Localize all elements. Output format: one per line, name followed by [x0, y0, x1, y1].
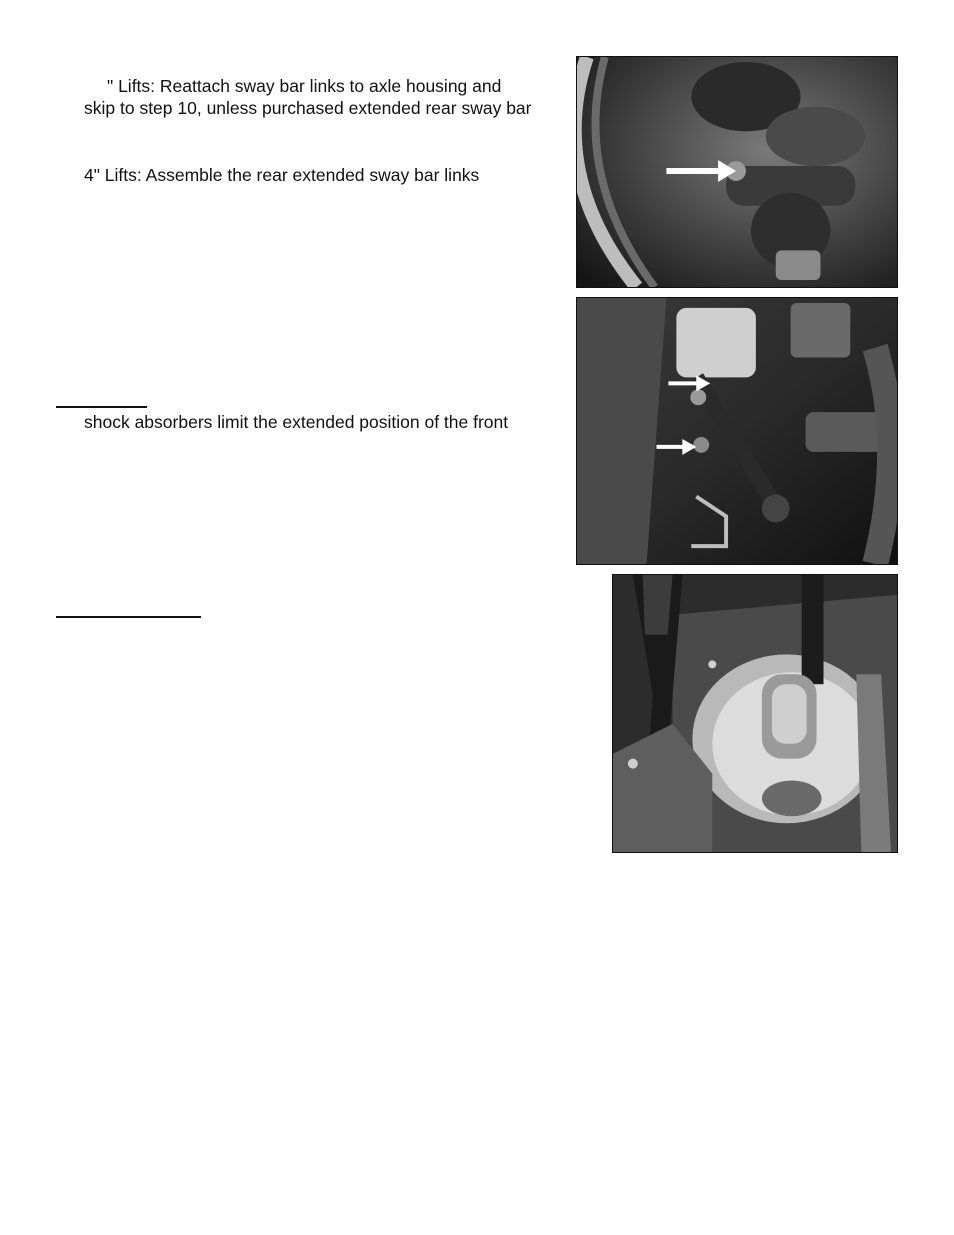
shifter-boot-photo: [612, 574, 898, 853]
shock-mount-photo: [576, 297, 898, 565]
sway-bar-link-photo: [576, 56, 898, 288]
instruction-line-1: " Lifts: Reattach sway bar links to axle housing and: [107, 76, 502, 96]
heading-underline-2: [56, 616, 201, 618]
instruction-line-4: shock absorbers limit the extended position of the front: [84, 412, 509, 432]
instruction-line-3: 4" Lifts: Assemble the rear extended sway bar links: [84, 165, 480, 185]
heading-underline-1: [56, 406, 147, 408]
instruction-line-2: skip to step 10, unless purchased extended rear sway bar: [84, 98, 532, 118]
